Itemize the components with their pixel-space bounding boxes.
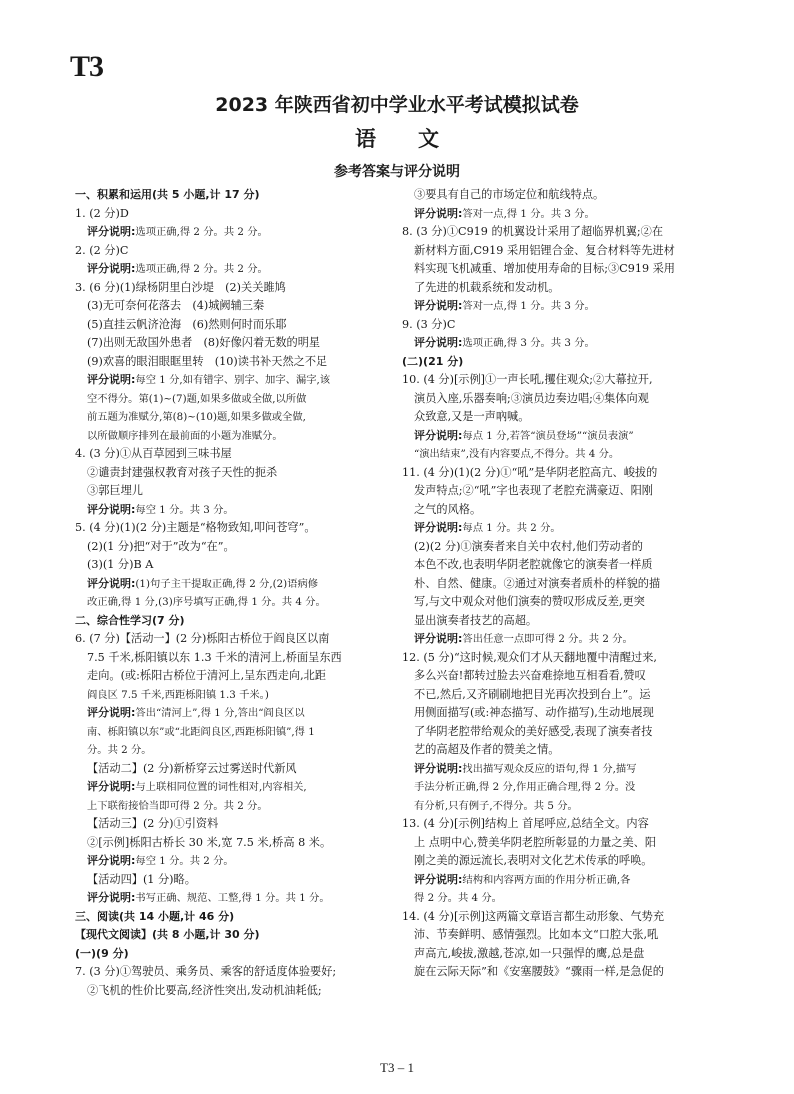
- right-line: 新材料方面,C919 采用铝锂合金、复合材料等先进材: [414, 243, 675, 257]
- right-line: 发声特点;②“吼”字也表现了老腔充满豪迈、阳刚: [414, 484, 653, 497]
- left-line: (9)欢喜的眼泪眼眶里转 (10)读书补天然之不足: [87, 354, 328, 368]
- right-line: 之气的风格。: [414, 502, 482, 516]
- right-line: 显出演奏者技艺的高超。: [414, 613, 538, 627]
- left-line: 【现代文阅读】(共 8 小题,计 30 分): [75, 928, 260, 941]
- left-line: [75, 704, 415, 723]
- right-line: 刚之美的源远流长,表明对文化艺术传承的呼唤。: [414, 854, 653, 867]
- left-line: (一)(9 分): [75, 946, 129, 960]
- left-line: (3)(1 分)B A: [87, 558, 154, 571]
- right-line: (二)(21 分): [402, 354, 464, 368]
- left-line: ②谴责封建强权教育对孩子天性的扼杀: [87, 465, 278, 479]
- right-column: [402, 186, 726, 982]
- left-line: [75, 260, 415, 279]
- right-line: 料实现飞机减重、增加使用寿命的目标;③C919 采用: [414, 262, 675, 275]
- left-line: 3. (6 分)(1)绿杨阴里白沙堤 (2)关关雎鸠: [75, 280, 286, 294]
- left-line: [75, 371, 415, 390]
- right-line: 不已,然后,又齐刷刷地把目光再次投到台上”。运: [414, 687, 651, 701]
- right-line: 多么兴奋!都转过脸去兴奋难捺地互相看看,赞叹: [414, 669, 646, 682]
- right-line: 声高亢,峻拔,激越,苍凉,如一只强悍的鹰,总是盘: [414, 946, 645, 960]
- right-line: 用侧面描写(或:神态描写、动作描写),生动地展现: [414, 706, 654, 719]
- left-line: 南、栎阳镇以东”或“北距阎良区,西距栎阳镇”,得 1: [87, 725, 315, 738]
- right-line: 沛、节奏鲜明、感情强烈。比如本文“口腔大张,吼: [414, 928, 659, 941]
- right-line: 9. (3 分)C: [402, 317, 456, 331]
- scoring-note-text: 每点 1 分。共 2 分。: [462, 522, 561, 534]
- right-line: [402, 630, 726, 649]
- right-line: 10. (4 分)[示例]①一声长吼,攫住观众;②大幕拉开,: [402, 373, 653, 386]
- right-line: [402, 519, 726, 538]
- paper-code: T3: [70, 50, 104, 83]
- left-line: 6. (7 分)【活动一】(2 分)栎阳古桥位于阎良区以南: [75, 632, 330, 645]
- left-line: (3)无可奈何花落去 (4)城阙辅三秦: [87, 299, 265, 312]
- right-line: 手法分析正确,得 2 分,作用正确合理,得 2 分。没: [414, 781, 636, 793]
- scoring-note-text: 书写正确、规范、工整,得 1 分。共 1 分。: [135, 892, 330, 904]
- right-line: 有分析,只有例子,不得分。共 5 分。: [414, 799, 578, 812]
- left-line: 【活动四】(1 分)略。: [87, 872, 196, 886]
- scoring-note-label: 评分说明:: [414, 206, 463, 220]
- left-line: ②飞机的性价比要高,经济性突出,发动机油耗低;: [87, 983, 322, 997]
- page-number: T3 – 1: [380, 1060, 414, 1075]
- left-line: ③郭巨埋儿: [87, 484, 143, 497]
- left-line: 1. (2 分)D: [75, 206, 129, 220]
- right-line: 8. (3 分)①C919 的机翼设计采用了超临界机翼;②在: [402, 225, 664, 238]
- left-line: 4. (3 分)①从百草园到三味书屋: [75, 447, 232, 460]
- right-line: (2)(2 分)①演奏者来自关中农村,他们劳动者的: [414, 539, 643, 553]
- scoring-note-label: 评分说明:: [87, 891, 136, 904]
- scoring-note-text: (1)句子主干提取正确,得 2 分,(2)语病修: [135, 577, 319, 590]
- scoring-note-text: 每空 1 分,如有错字、别字、加字、漏字,该: [135, 374, 331, 386]
- scoring-note-label: 评分说明:: [87, 854, 136, 867]
- right-line: 了华阴老腔带给观众的美好感受,表现了演奏者技: [414, 724, 653, 738]
- scoring-note-label: 评分说明:: [414, 632, 463, 645]
- scoring-note-label: 评分说明:: [87, 373, 136, 386]
- left-line: 2. (2 分)C: [75, 243, 129, 257]
- right-line: [402, 205, 726, 224]
- scoring-note-text: 找出描写观众反应的语句,得 1 分,描写: [462, 762, 637, 775]
- scoring-note-label: 评分说明:: [87, 576, 136, 590]
- right-line: 写,与文中观众对他们演奏的赞叹形成反差,更突: [414, 595, 645, 608]
- left-line: 阎良区 7.5 千米,西距栎阳镇 1.3 千米。): [87, 688, 269, 701]
- scoring-note-label: 评分说明:: [87, 225, 136, 238]
- left-line: [75, 852, 415, 871]
- left-column: [75, 186, 415, 1000]
- answer-key-subtitle: 参考答案与评分说明: [334, 164, 460, 180]
- right-line: 11. (4 分)(1)(2 分)①“吼”是华阴老腔高亢、峻拔的: [402, 465, 658, 479]
- left-line: 改正确,得 1 分,(3)序号填写正确,得 1 分。共 4 分。: [87, 596, 326, 608]
- scoring-note-text: 每空 1 分。共 3 分。: [135, 503, 234, 516]
- left-line: 二、综合性学习(7 分): [75, 613, 185, 627]
- scoring-note-label: 评分说明:: [414, 521, 463, 534]
- left-line: [75, 778, 415, 797]
- left-line: 一、积累和运用(共 5 小题,计 17 分): [75, 188, 260, 201]
- scoring-note-text: 答对一点,得 1 分。共 3 分。: [462, 300, 595, 312]
- scoring-note-label: 评分说明:: [87, 502, 136, 516]
- left-line: 7. (3 分)①驾驶员、乘务员、乘客的舒适度体验要好;: [75, 965, 337, 978]
- right-line: 上 点明中心,赞美华阴老腔所彰显的力量之美、阳: [414, 835, 657, 849]
- right-line: [402, 427, 726, 446]
- right-line: 本色不改,也表明华阴老腔就像它的演奏者一样质: [414, 558, 653, 571]
- left-line: (7)出则无敌国外患者 (8)好像闪着无数的明星: [87, 336, 321, 349]
- subject-heading: 语文: [355, 127, 481, 151]
- right-line: 13. (4 分)[示例]结构上 首尾呼应,总结全文。内容: [402, 817, 649, 830]
- right-line: [402, 760, 726, 779]
- left-line: 三、阅读(共 14 小题,计 46 分): [75, 909, 235, 923]
- left-line: [75, 501, 415, 520]
- left-line: 7.5 千米,栎阳镇以东 1.3 千米的清河上,桥面呈东西: [87, 650, 342, 664]
- scoring-note-label: 评分说明:: [414, 299, 463, 312]
- right-line: [402, 297, 726, 316]
- left-line: ②[示例]栎阳古桥长 30 米,宽 7.5 米,桥高 8 米。: [87, 835, 332, 849]
- right-line: [402, 334, 726, 353]
- scoring-note-label: 评分说明:: [414, 428, 463, 442]
- left-line: [75, 223, 415, 242]
- right-line: ③要具有自己的市场定位和航线特点。: [414, 188, 605, 201]
- right-line: 旋在云际天际”和《安塞腰鼓》“骤雨一样,是急促的: [414, 965, 664, 978]
- scoring-note-text: 答对一点,得 1 分。共 3 分。: [462, 207, 595, 220]
- right-line: 艺的高超及作者的赞美之情。: [414, 743, 560, 756]
- right-line: “演出结束”,没有内容要点,不得分。共 4 分。: [414, 448, 620, 460]
- right-line: 12. (5 分)“这时候,观众们才从天翻地覆中清醒过来,: [402, 650, 657, 664]
- scoring-note-label: 评分说明:: [87, 706, 136, 719]
- right-line: [402, 871, 726, 890]
- right-line: 14. (4 分)[示例]这两篇文章语言都生动形象、气势充: [402, 909, 665, 923]
- right-line: 得 2 分。共 4 分。: [414, 892, 502, 904]
- left-line: 走向。(或:栎阳古桥位于清河上,呈东西走向,北距: [87, 669, 326, 682]
- scoring-note-text: 答出任意一点即可得 2 分。共 2 分。: [462, 633, 633, 645]
- left-line: 【活动二】(2 分)新桥穿云过雾送时代新风: [87, 761, 297, 775]
- left-line: (2)(1 分)把“对于”改为“在”。: [87, 539, 235, 553]
- left-line: 5. (4 分)(1)(2 分)主题是“格物致知,叩问苍穹”。: [75, 521, 316, 534]
- left-line: (5)直挂云帆济沧海 (6)然则何时而乐耶: [87, 317, 287, 331]
- right-line: 了先进的机载系统和发动机。: [414, 280, 560, 294]
- scoring-note-text: 选项正确,得 3 分。共 3 分。: [462, 337, 595, 349]
- scoring-note-label: 评分说明:: [87, 262, 136, 275]
- scoring-note-label: 评分说明:: [87, 780, 136, 793]
- scoring-note-text: 每点 1 分,若答“演员登场”“演员表演”: [462, 429, 634, 442]
- left-line: [75, 889, 415, 908]
- scoring-note-text: 答出“清河上”,得 1 分,答出“阎良区以: [135, 707, 305, 719]
- left-line: 【活动三】(2 分)①引资料: [87, 817, 219, 830]
- left-line: [75, 575, 415, 594]
- right-line: 朴、自然、健康。②通过对演奏者质朴的样貌的描: [414, 576, 661, 590]
- left-line: 上下联衔接恰当即可得 2 分。共 2 分。: [87, 799, 268, 812]
- left-line: 分。共 2 分。: [87, 744, 152, 756]
- right-line: 众致意,又是一声吶喊。: [414, 410, 530, 423]
- left-line: 以所做顺序排列在最前面的小题为准赋分。: [87, 429, 283, 442]
- scoring-note-text: 选项正确,得 2 分。共 2 分。: [135, 226, 268, 238]
- left-line: 前五题为准赋分,第(8)~(10)题,如果多做或全做,: [87, 411, 306, 423]
- right-line: 演员入座,乐器奏响;③演员边奏边唱;④集体向观: [414, 391, 649, 405]
- left-line: 空不得分。第(1)~(7)题,如果多做或全做,以所做: [87, 392, 307, 405]
- scoring-note-text: 每空 1 分。共 2 分。: [135, 855, 234, 867]
- scoring-note-text: 结构和内容两方面的作用分析正确,各: [462, 873, 631, 886]
- exam-title: 2023 年陕西省初中学业水平考试模拟试卷: [215, 94, 579, 116]
- scoring-note-label: 评分说明:: [414, 872, 463, 886]
- scoring-note-text: 选项正确,得 2 分。共 2 分。: [135, 263, 268, 275]
- scoring-note-label: 评分说明:: [414, 336, 463, 349]
- scoring-note-label: 评分说明:: [414, 761, 463, 775]
- scoring-note-text: 与上联相同位置的词性相对,内容相关,: [135, 781, 307, 793]
